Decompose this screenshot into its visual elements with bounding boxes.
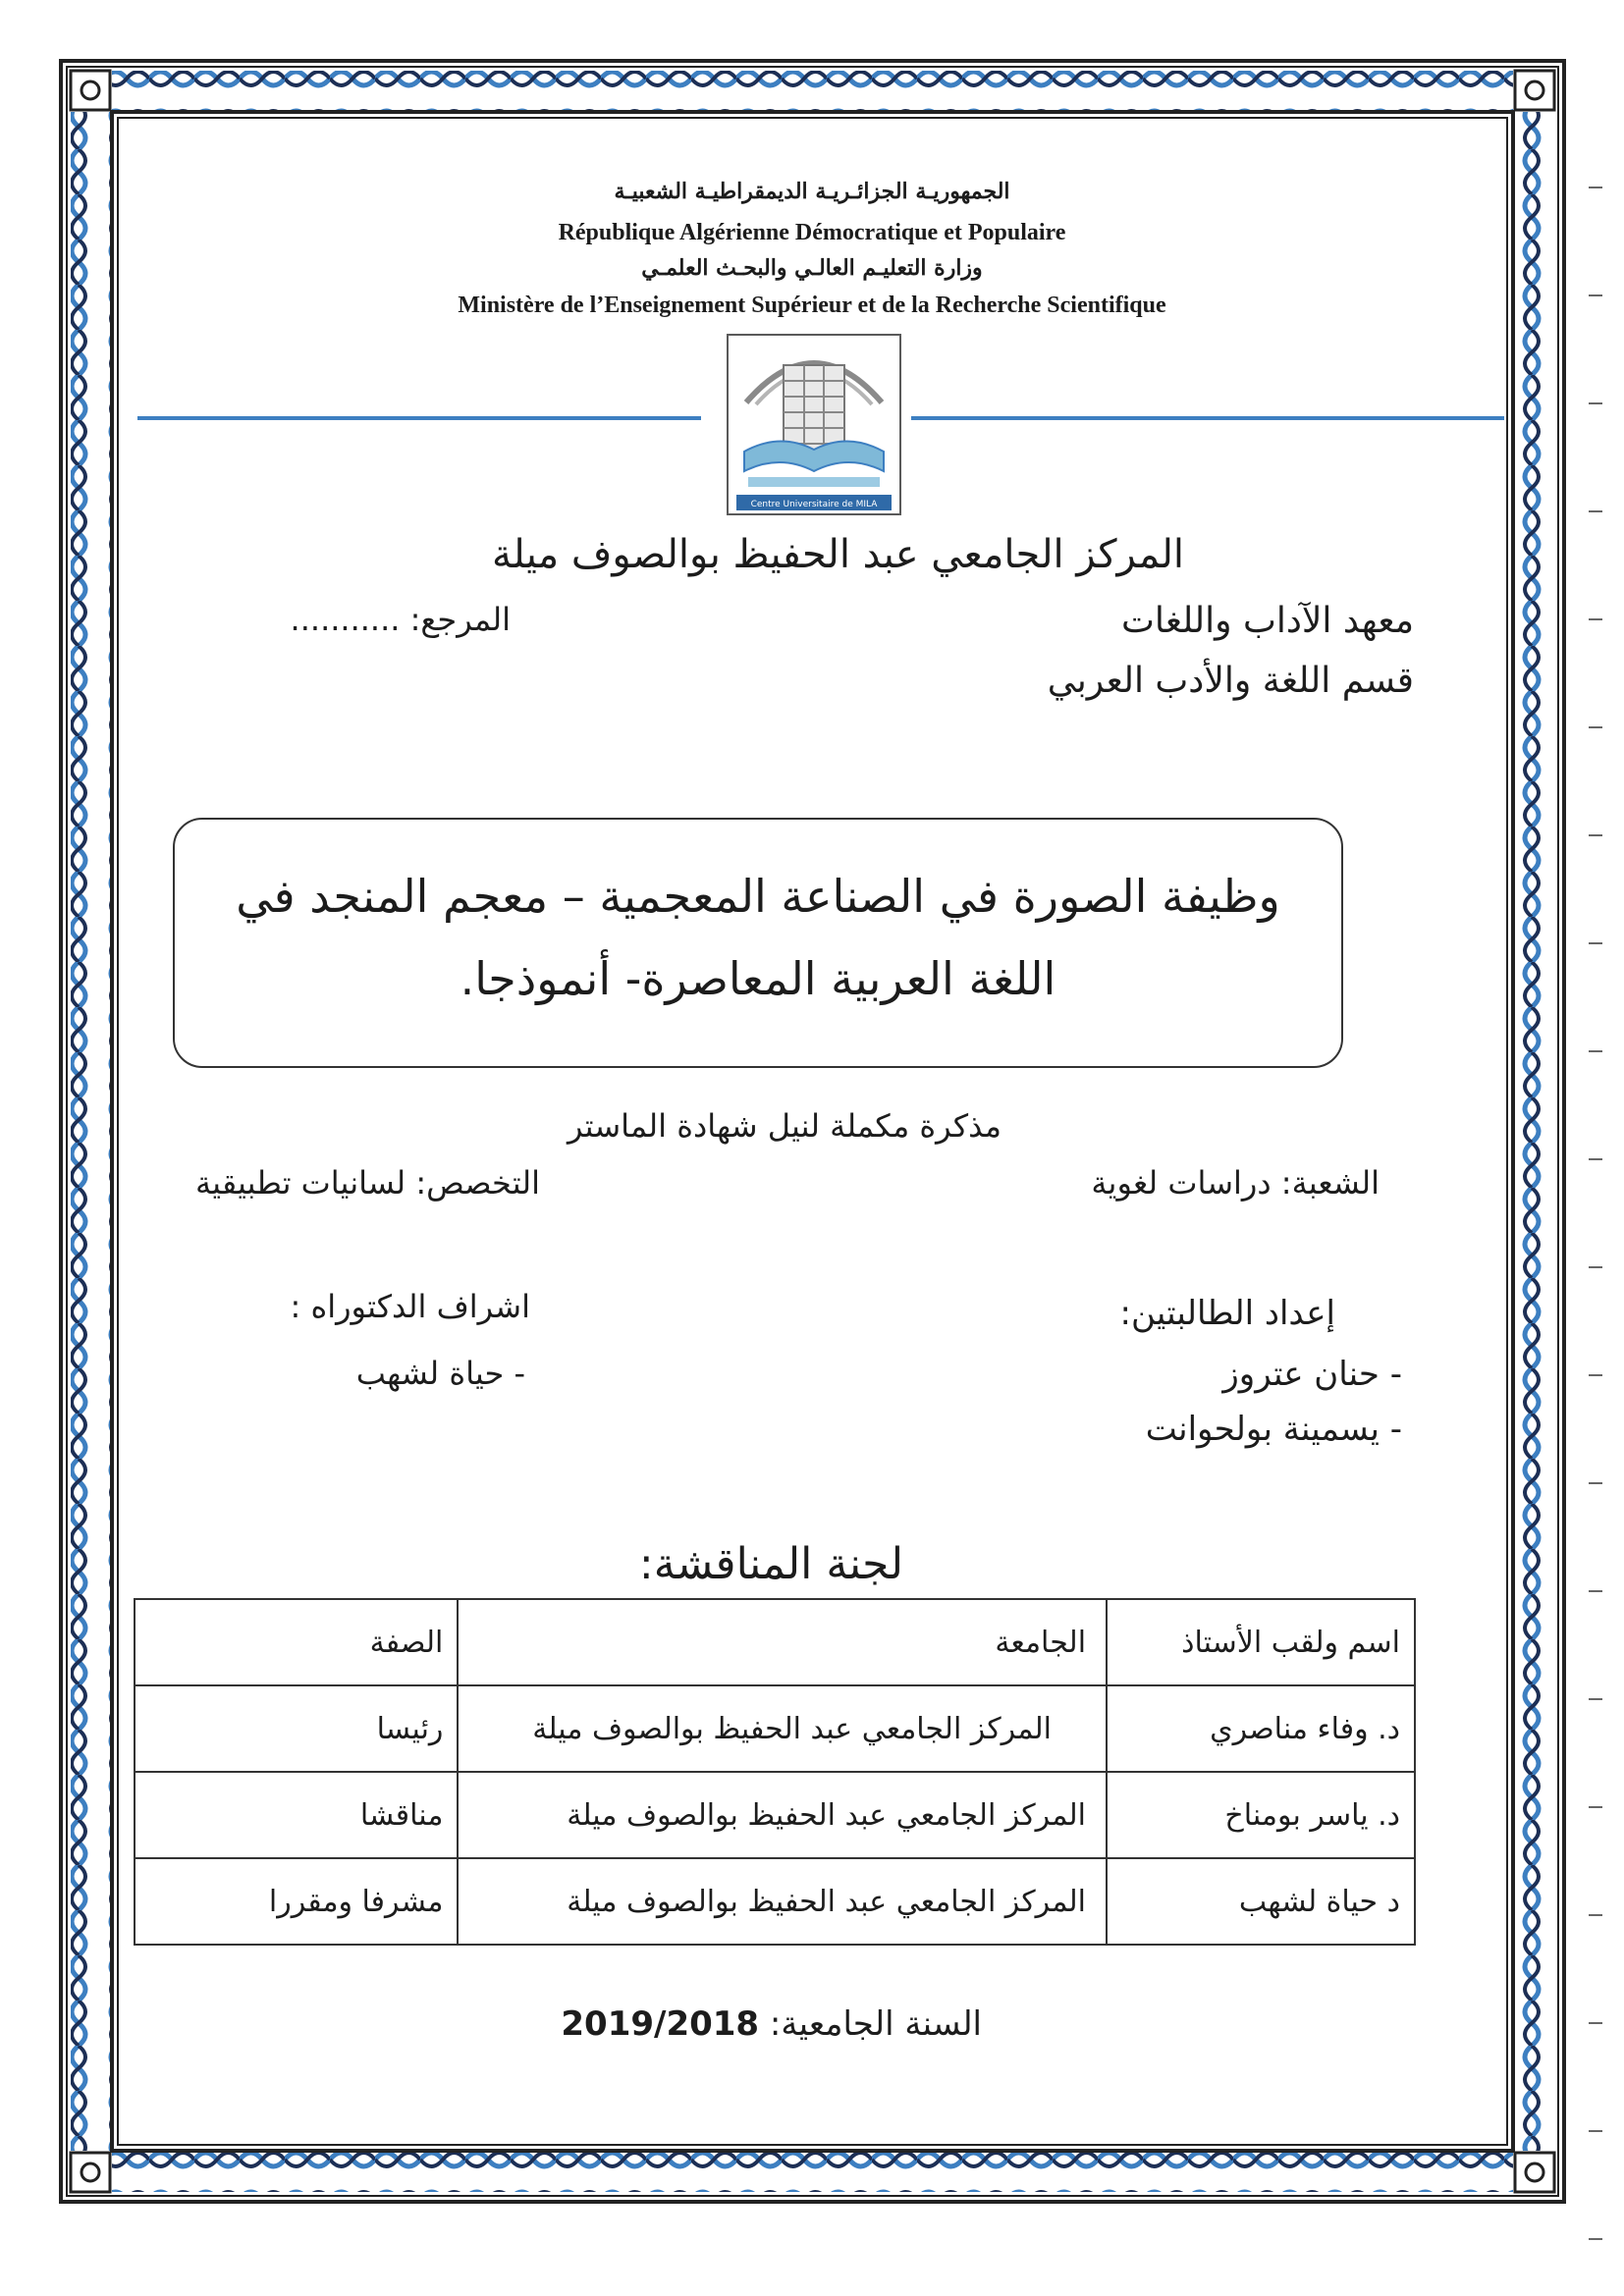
academic-year-label: السنة الجامعية: <box>769 2004 982 2044</box>
jury-name: د. وفاء مناصري <box>1107 1685 1415 1772</box>
institute-name: معهد الآداب واللغات <box>1121 601 1414 641</box>
memo-purpose: مذكرة مكملة لنيل شهادة الماستر <box>568 1107 1001 1145</box>
thesis-title-box <box>173 818 1343 1068</box>
jury-role: رئيسا <box>135 1685 458 1772</box>
jury-title: لجنة المناقشة: <box>638 1539 903 1589</box>
jury-university: المركز الجامعي عبد الحفيظ بوالصوف ميلة <box>458 1772 1107 1858</box>
academic-year-value: 2019/2018 <box>561 2004 760 2044</box>
table-row <box>135 1685 1415 1772</box>
department-name: قسم اللغة والأدب العربي <box>1047 661 1414 701</box>
memo-branch: الشعبة: دراسات لغوية <box>1091 1164 1380 1201</box>
table-header-row <box>135 1599 1415 1685</box>
jury-university: المركز الجامعي عبد الحفيظ بوالصوف ميلة <box>458 1858 1107 1945</box>
jury-role: مناقشا <box>135 1772 458 1858</box>
republic-arabic: الجمهوريـة الجزائـريـة الديمقراطيـة الشعبيـة <box>614 179 1010 204</box>
thesis-title-line1: وظيفة الصورة في الصناعة المعجمية – معجم المنجد في <box>236 870 1280 923</box>
student-2: - يسمينة بولحوانت <box>1145 1410 1402 1449</box>
republic-french: République Algérienne Démocratique et Populaire <box>558 220 1066 245</box>
student-1: - حنان عتروز <box>1222 1355 1402 1394</box>
table-row <box>135 1772 1415 1858</box>
logo-caption: Centre Universitaire de MILA <box>750 500 878 509</box>
header-role: الصفة <box>135 1599 458 1685</box>
jury-table <box>134 1598 1416 1946</box>
ministry-arabic: وزارة التعليـم العالـي والبحـث العلمـي <box>641 255 983 281</box>
university-name: المركز الجامعي عبد الحفيظ بوالصوف ميلة <box>492 532 1184 577</box>
jury-name: د. ياسر بومناخ <box>1107 1772 1415 1858</box>
header-rule-left <box>137 416 701 420</box>
ministry-french: Ministère de l’Enseignement Supérieur et de la Recherche Scientifique <box>458 293 1166 318</box>
supervisor-label: اشراف الدكتوراه : <box>290 1288 530 1325</box>
table-row <box>135 1858 1415 1945</box>
students-label: إعداد الطالبتين: <box>1119 1294 1335 1333</box>
header-university: الجامعة <box>458 1599 1107 1685</box>
memo-specialty: التخصص: لسانيات تطبيقية <box>195 1164 540 1201</box>
header-rule-right <box>911 416 1504 420</box>
university-logo <box>727 334 901 515</box>
jury-university: المركز الجامعي عبد الحفيظ بوالصوف ميلة <box>458 1685 1107 1772</box>
reference: المرجع: ........... <box>290 601 511 638</box>
header-name: اسم ولقب الأستاذ <box>1107 1599 1415 1685</box>
supervisor-name: - حياة لشهب <box>355 1355 525 1392</box>
academic-year <box>550 2004 982 2044</box>
jury-role: مشرفا ومقررا <box>135 1858 458 1945</box>
thesis-title-line2: اللغة العربية المعاصرة- أنموذجا. <box>460 952 1056 1005</box>
jury-name: د حياة لشهب <box>1107 1858 1415 1945</box>
